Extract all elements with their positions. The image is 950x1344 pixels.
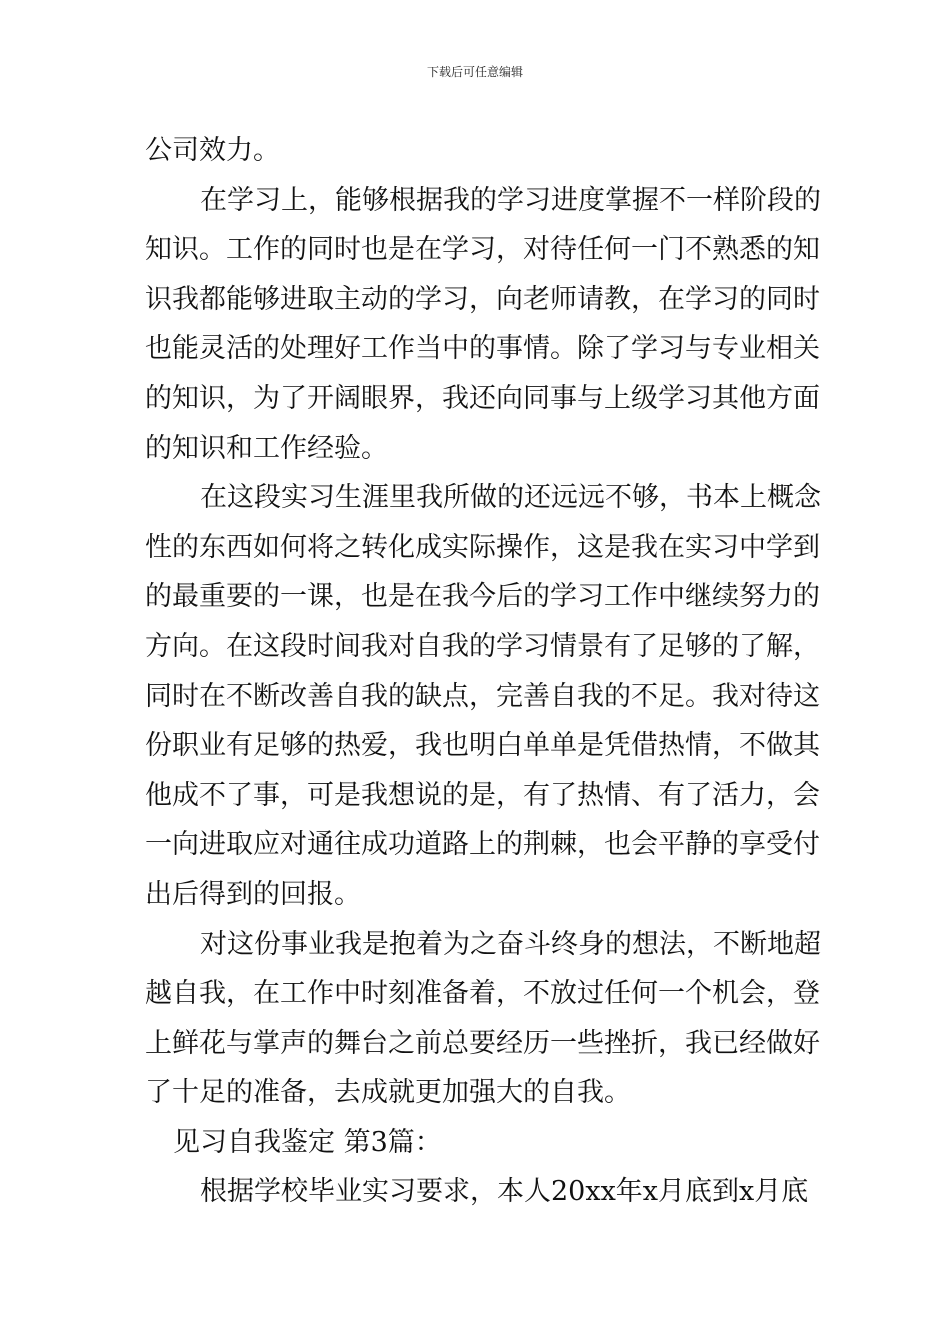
text-line: 见习自我鉴定 第3篇： (173, 1126, 442, 1158)
text-line: 的知识和工作经验。 (145, 432, 388, 464)
page-header: 下载后可任意编辑 (426, 65, 523, 79)
text-line: 同时在不断改善自我的缺点，完善自我的不足。我对待这 (145, 680, 820, 712)
paragraph (145, 126, 805, 176)
paragraph (145, 473, 821, 919)
text-line: 性的东西如何将之转化成实际操作，这是我在实习中学到 (145, 531, 820, 563)
paragraph (145, 920, 821, 1118)
text-line: 识我都能够进取主动的学习，向老师请教，在学习的同时 (145, 283, 820, 315)
text-line: 份职业有足够的热爱，我也明白单单是凭借热情，不做其 (145, 730, 820, 762)
text-line: 越自我，在工作中时刻准备着，不放过任何一个机会，登 (145, 978, 820, 1010)
text-line: 出后得到的回报。 (145, 878, 361, 910)
paragraph (145, 176, 821, 474)
text-line: 方向。在这段时间我对自我的学习情景有了足够的了解， (145, 630, 820, 662)
text-line: 也能灵活的处理好工作当中的事情。除了学习与专业相关 (145, 333, 820, 365)
text-line: 对这份事业我是抱着为之奋斗终身的想法，不断地超 (200, 928, 821, 960)
text-line: 了十足的准备，去成就更加强大的自我。 (145, 1077, 631, 1109)
text-line: 的最重要的一课，也是在我今后的学习工作中继续努力的 (145, 581, 820, 613)
text-line: 上鲜花与掌声的舞台之前总要经历一些挫折，我已经做好 (145, 1027, 820, 1059)
text-line: 他成不了事，可是我想说的是，有了热情、有了活力，会 (145, 779, 820, 811)
text-line: 根据学校毕业实习要求，本人20xx年x月底到x月底 (200, 1176, 809, 1208)
text-line: 知识。工作的同时也是在学习，对待任何一门不熟悉的知 (145, 234, 820, 266)
paragraph (145, 1167, 809, 1217)
text-line: 一向进取应对通往成功道路上的荆棘，也会平静的享受付 (145, 829, 820, 861)
text-line: 公司效力。 (145, 135, 280, 166)
section-heading (145, 1118, 805, 1168)
text-line: 在这段实习生涯里我所做的还远远不够，书本上概念 (200, 482, 821, 514)
text-line: 在学习上，能够根据我的学习进度掌握不一样阶段的 (200, 184, 821, 216)
document-body (145, 126, 821, 1217)
text-line: 的知识，为了开阔眼界，我还向同事与上级学习其他方面 (145, 382, 820, 414)
